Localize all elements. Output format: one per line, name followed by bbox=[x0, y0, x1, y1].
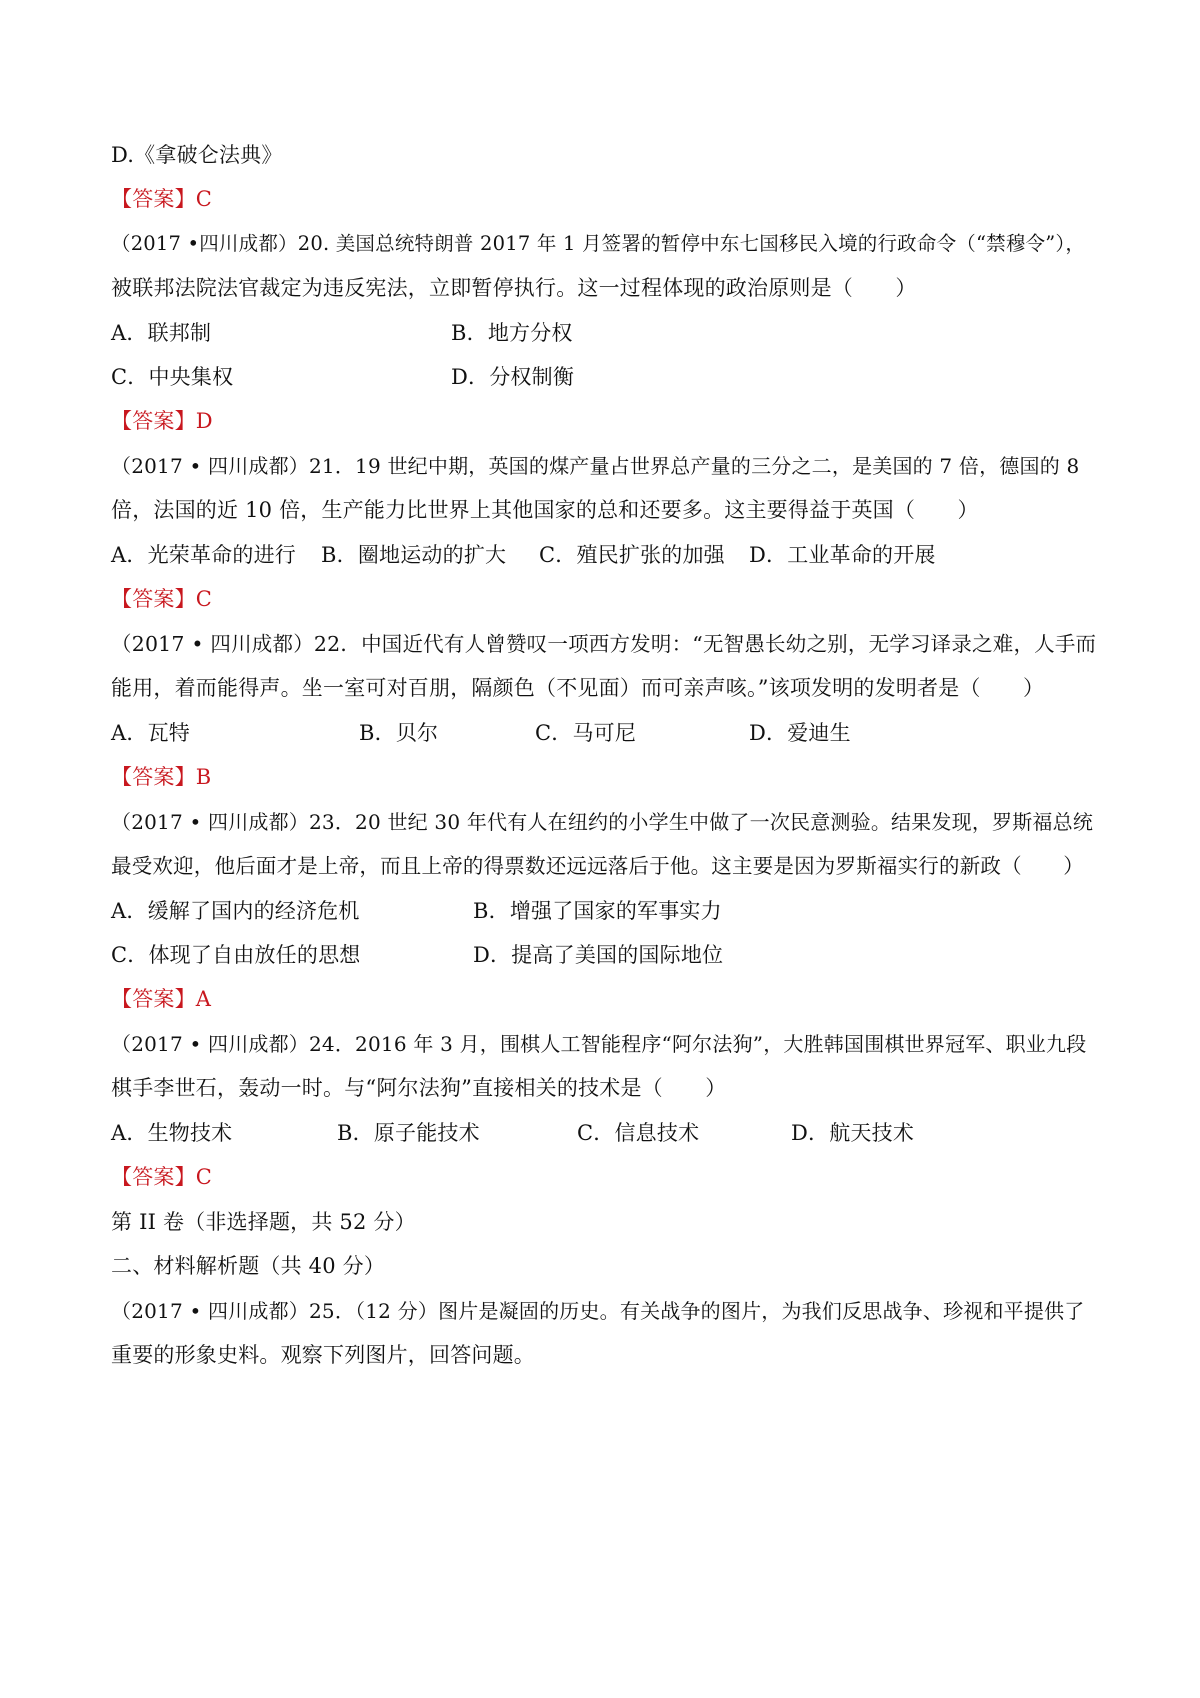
q20-answer: 【答案】D bbox=[111, 409, 213, 433]
q23-option-d: D．提高了美国的国际地位 bbox=[473, 943, 724, 967]
q21-stem-line1: （2017 • 四川成都）21．19 世纪中期，英国的煤产量占世界总产量的三分之二，是美国的 7 倍，德国的 8 bbox=[111, 454, 1080, 478]
q23-option-c: C．体现了自由放任的思想 bbox=[111, 943, 361, 967]
q21-stem-line2: 倍，法国的近 10 倍，生产能力比世界上其他国家的总和还要多。这主要得益于英国（ ） bbox=[111, 498, 979, 522]
q20-stem-line2: 被联邦法院法官裁定为违反宪法，立即暂停执行。这一过程体现的政治原则是（ ） bbox=[111, 276, 917, 300]
q25-stem-line2: 重要的形象史料。观察下列图片，回答问题。 bbox=[111, 1343, 535, 1367]
q20-option-c: C．中央集权 bbox=[111, 365, 234, 389]
q23-option-a: A．缓解了国内的经济危机 bbox=[111, 899, 360, 923]
q22-answer: 【答案】B bbox=[111, 765, 212, 789]
q24-option-d: D．航天技术 bbox=[791, 1121, 915, 1145]
q23-stem-line1: （2017 • 四川成都）23．20 世纪 30 年代有人在纽约的小学生中做了一次民意测验。结果发现，罗斯福总统 bbox=[111, 810, 1094, 834]
q21-option-b: B．圈地运动的扩大 bbox=[321, 543, 507, 567]
q21-answer: 【答案】C bbox=[111, 587, 213, 611]
q21-option-d: D．工业革命的开展 bbox=[749, 543, 936, 567]
q22-option-c: C．马可尼 bbox=[535, 721, 637, 745]
q24-stem-line2: 棋手李世石，轰动一时。与“阿尔法狗”直接相关的技术是（ ） bbox=[111, 1076, 727, 1100]
q23-stem-line2: 最受欢迎，他后面才是上帝，而且上帝的得票数还远远落后于他。这主要是因为罗斯福实行的新政（ ） bbox=[111, 854, 1084, 878]
q20-option-a: A．联邦制 bbox=[111, 321, 212, 345]
q22-option-a: A．瓦特 bbox=[111, 721, 190, 745]
part-two-title: 第 II 卷（非选择题，共 52 分） bbox=[111, 1210, 416, 1234]
q24-option-c: C．信息技术 bbox=[577, 1121, 700, 1145]
q19-answer: 【答案】C bbox=[111, 187, 213, 211]
q24-answer: 【答案】C bbox=[111, 1165, 213, 1189]
q19-option-d: D.《拿破仑法典》 bbox=[111, 143, 283, 167]
q25-stem-line1: （2017 • 四川成都）25．（12 分）图片是凝固的历史。有关战争的图片，为我们反思战争、珍视和平提供了 bbox=[111, 1299, 1085, 1323]
q20-stem-line1: （2017 •四川成都）20. 美国总统特朗普 2017 年 1 月签署的暂停中东七国移民入境的行政命令（“禁穆令”）， bbox=[111, 232, 1086, 255]
q20-option-b: B．地方分权 bbox=[451, 321, 573, 345]
q23-option-b: B．增强了国家的军事实力 bbox=[473, 899, 722, 923]
q22-stem-line1: （2017 • 四川成都）22．中国近代有人曾赞叹一项西方发明：“无智愚长幼之别，无学习译录之难，人手而 bbox=[111, 632, 1097, 656]
q24-stem-line1: （2017 • 四川成都）24．2016 年 3 月，围棋人工智能程序“阿尔法狗”，大胜韩国围棋世界冠军、职业九段 bbox=[111, 1032, 1087, 1056]
q24-option-b: B．原子能技术 bbox=[337, 1121, 480, 1145]
q20-option-d: D．分权制衡 bbox=[451, 365, 575, 389]
q22-option-b: B．贝尔 bbox=[359, 721, 439, 745]
q24-option-a: A．生物技术 bbox=[111, 1121, 233, 1145]
q21-option-c: C．殖民扩张的加强 bbox=[539, 543, 725, 567]
q22-stem-line2: 能用，着而能得声。坐一室可对百朋，隔颜色（不见面）而可亲声咳。”该项发明的发明者是（ ） bbox=[111, 676, 1045, 700]
section-two-title: 二、材料解析题（共 40 分） bbox=[111, 1254, 386, 1278]
q21-option-a: A．光荣革命的进行 bbox=[111, 543, 296, 567]
q23-answer: 【答案】A bbox=[111, 987, 212, 1011]
q22-option-d: D．爱迪生 bbox=[749, 721, 851, 745]
